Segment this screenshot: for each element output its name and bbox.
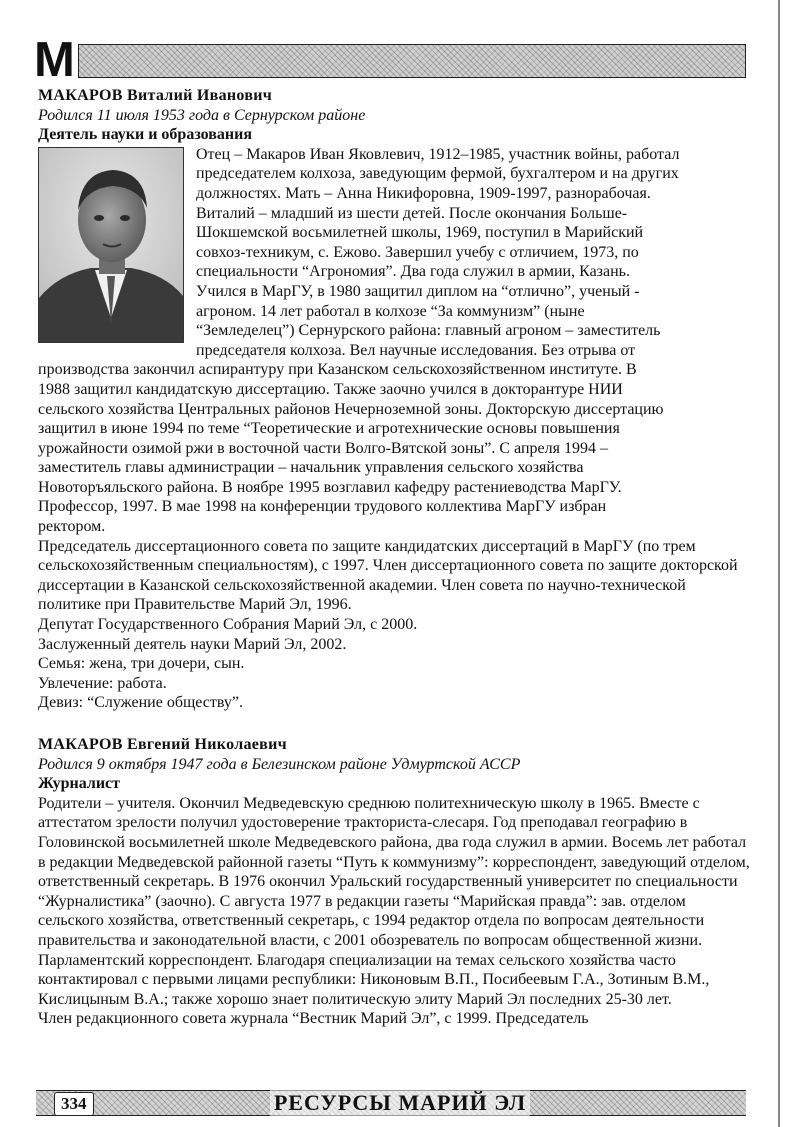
entry-name: МАКАРОВ Евгений Николаевич	[38, 736, 287, 753]
entry-birth: Родился 9 октября 1947 года в Белезинском районе Удмуртской АССР	[38, 755, 521, 773]
paragraph: Депутат Государственного Собрания Марий Эл, с 2000.	[38, 616, 418, 634]
text-line: производства закончил аспирантуру при Казанском сельскохозяйственном институте. В	[38, 361, 637, 379]
paragraph: Девиз: “Служение обществу”.	[38, 694, 243, 712]
header-band	[78, 44, 746, 78]
paragraph: Заслуженный деятель науки Марий Эл, 2002.	[38, 635, 347, 653]
text-line: “Земледелец”) Сернурского района: главный агроном – заместитель	[196, 322, 661, 340]
portrait-icon	[39, 148, 183, 342]
text-line: 1988 защитил кандидатскую диссертацию. Также заочно учился в докторантуре НИИ	[38, 380, 623, 398]
entry-makarov-vitaly	[38, 86, 750, 713]
paragraph: Член редакционного совета журнала “Вестник Марий Эл”, с 1999. Председатель	[38, 1010, 589, 1028]
paragraph: Председатель диссертационного совета по защите кандидатских диссертаций в МарГУ (по трем сельскохозяйственным специальностям), с 1997. Член диссертационного совета по защите докторской диссертации в Казанской сельскохозяйственной академии. Член совета по научно-технической политике при Правительстве Марий Эл, 1996.	[38, 537, 738, 614]
paragraph: Увлечение: работа.	[38, 674, 167, 692]
text-line: должностях. Мать – Анна Никифоровна, 1909-1997, разнорабочая.	[196, 184, 651, 202]
text-line: председателем колхоза, заведующим фермой, бухгалтером и на других	[196, 165, 679, 183]
paragraph: Семья: жена, три дочери, сын.	[38, 655, 245, 673]
page-edge-rule	[778, 0, 780, 1127]
text-line: Учился в МарГУ, в 1980 защитил диплом на “отлично”, ученый -	[196, 282, 640, 300]
text-line: ректором.	[38, 518, 106, 536]
text-line: Шокшемской восьмилетней школы, 1969, поступил в Марийский	[196, 224, 644, 242]
text-line: агроном. 14 лет работал в колхозе “За коммунизм” (ныне	[196, 302, 585, 320]
portrait-photo	[38, 147, 184, 343]
entry-name: МАКАРОВ Виталий Иванович	[38, 87, 273, 104]
footer-title: РЕСУРСЫ МАРИЙ ЭЛ	[270, 1089, 530, 1117]
text-line: заместитель главы администрации – начальник управления сельского хозяйства	[38, 459, 584, 477]
text-line: Новоторъяльского района. В ноябре 1995 возглавил кафедру растениеводства МарГУ.	[38, 478, 622, 496]
body-text	[38, 360, 750, 536]
entry-makarov-evgeny	[38, 735, 750, 1029]
entry-role: Журналист	[38, 775, 121, 793]
text-line: специальности “Агрономия”. Два года служил в армии, Казань.	[196, 263, 630, 281]
text-line: Профессор, 1997. В мае 1998 на конференции трудового коллектива МарГУ избран	[38, 498, 607, 516]
entry-role: Деятель науки и образования	[38, 126, 252, 144]
text-line: председателя колхоза. Вел научные исследования. Без отрыва от	[196, 341, 636, 359]
text-line: совхоз-техникум, с. Ежово. Завершил учебу с отличием, 1973, по	[196, 243, 639, 261]
text-line: защитил в июне 1994 по теме “Теоретические и агротехнические основы повышения	[38, 420, 620, 438]
text-line: сельского хозяйства Центральных районов Нечерноземной зоны. Докторскую диссертацию	[38, 400, 664, 418]
entry-birth: Родился 11 июля 1953 года в Сернурском районе	[38, 106, 366, 124]
section-letter: М	[34, 33, 74, 87]
page-number: 334	[54, 1092, 94, 1116]
text-line: Виталий – младший из шести детей. После окончания Больше-	[196, 204, 628, 222]
paragraph: Родители – учителя. Окончил Медведевскую среднюю политехническую школу в 1965. Вместе с аттестатом зрелости получил удостоверение тракториста-слесаря. Год преподавал географию в Головинской восьмилетней школе Медведевского района, два года служил в армии. Восемь лет работал в редакции Медведевской районной газеты “Путь к коммунизму”: корреспондент, заведующий отделом, ответственный секретарь. В 1976 окончил Уральский государственный университет по специальности “Журналистика” (заочно). С августа 1977 в редакции газеты “Марийская правда”: зав. отделом сельского хозяйства, ответственный секретарь, с 1994 редактор отдела по вопросам деятельности правительства и законодательной власти, с 2001 обозреватель по вопросам общественной жизни. Парламентский корреспондент. Благодаря специализации на темах сельского хозяйства часто контактировал с первыми лицами республики: Никоновым В.П., Посибеевым Г.А., Зотиным В.М., Кислицыным В.А.; также хорошо знает политическую элиту Марий Эл последних 25-30 лет.	[38, 794, 750, 1008]
text-line: урожайности озимой ржи в восточной части Волго-Вятской зоны”. С апреля 1994 –	[38, 439, 608, 457]
text-line: Отец – Макаров Иван Яковлевич, 1912–1985, участник войны, работал	[196, 145, 680, 163]
